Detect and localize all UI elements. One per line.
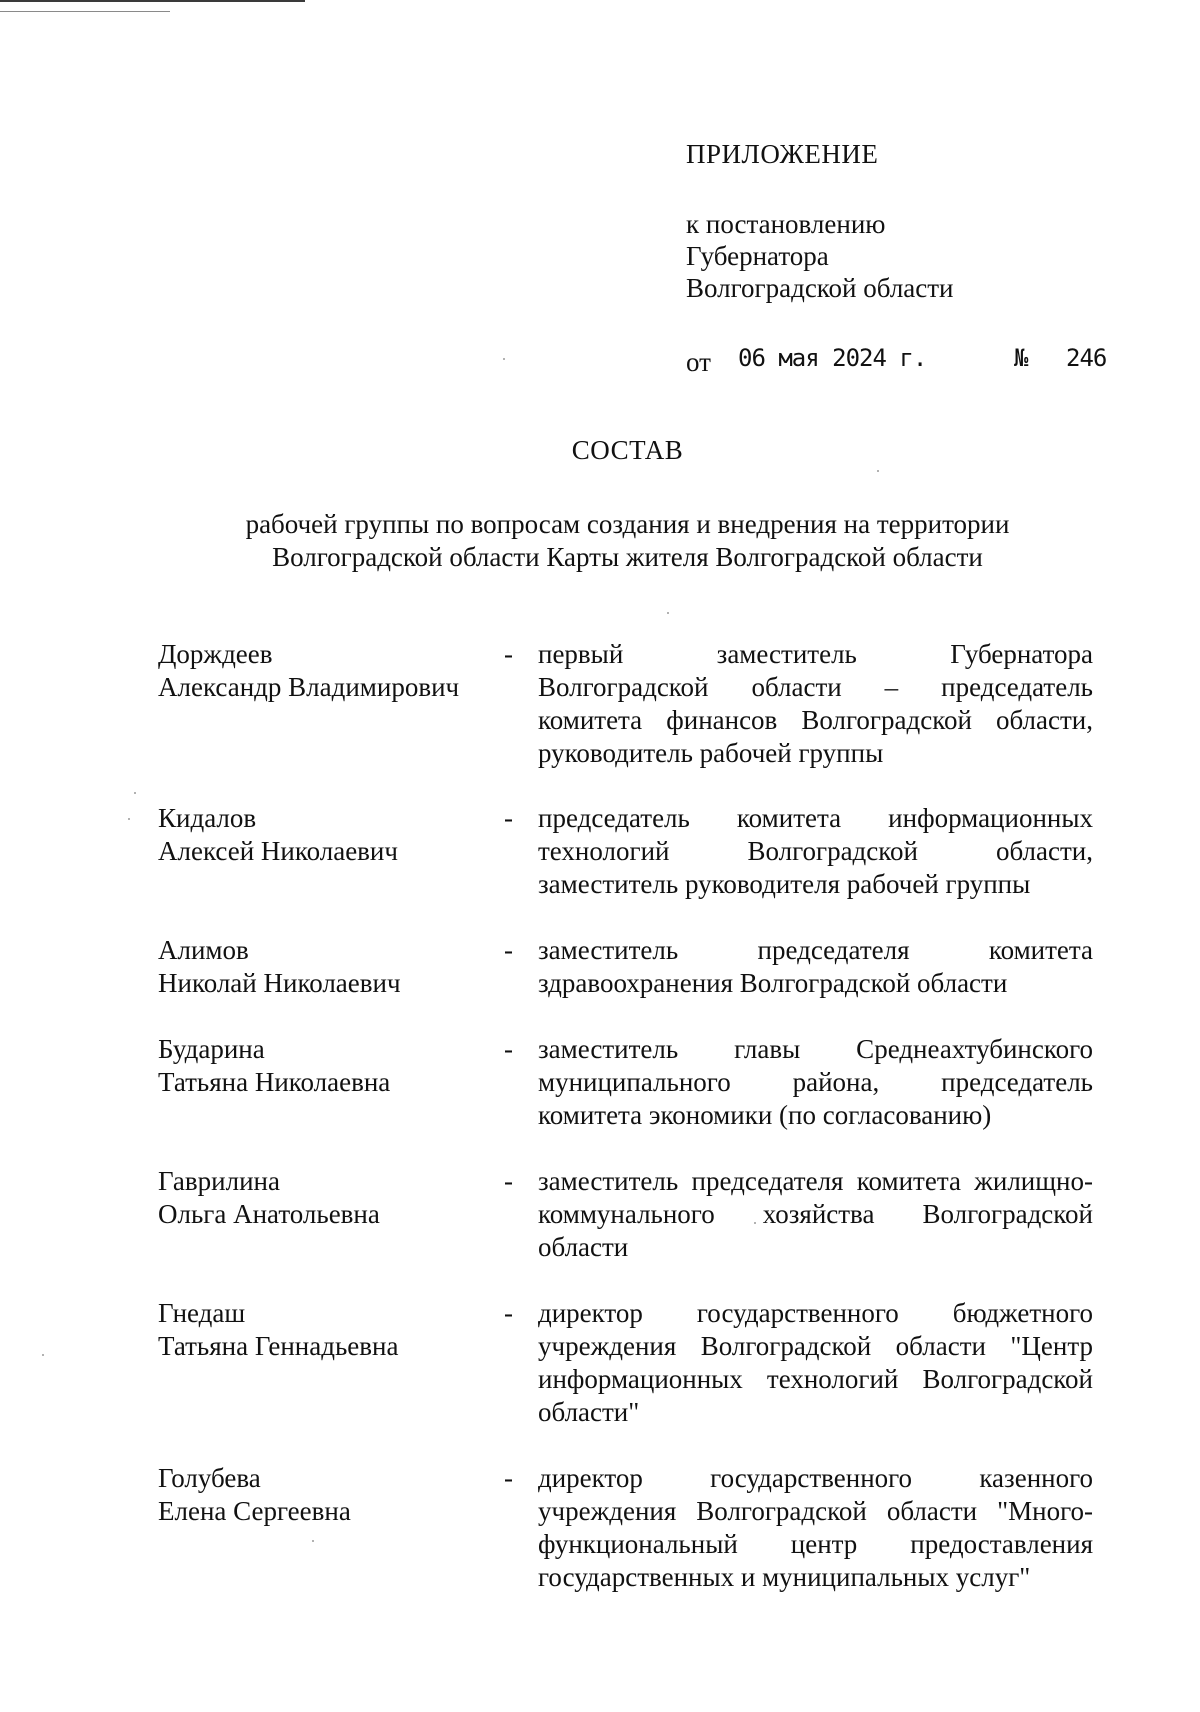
annex-line: к постановлению — [686, 209, 886, 239]
member-name — [158, 1462, 498, 1528]
member-surname: Бударина — [158, 1034, 265, 1064]
subtitle-line: Волгоградской области Карты жителя Волгоградской области — [272, 542, 983, 572]
annex-reference — [686, 208, 1106, 304]
member-dash: - — [504, 935, 513, 965]
member-position: заместитель главы Среднеахтубинского муниципального района, председатель комитета экономики (по согласованию) — [538, 1034, 1093, 1130]
decree-date: 06 мая 2024 г. — [738, 344, 927, 372]
member-position: председатель комитета информационных технологий Волгоградской области, заместитель руководителя рабочей группы — [538, 803, 1093, 899]
member-surname: Дорждеев — [158, 639, 273, 669]
member-entry — [158, 638, 1093, 770]
member-position: заместитель председателя комитета здравоохранения Волгоградской области — [538, 935, 1093, 998]
member-dash: - — [504, 639, 513, 669]
member-dash: - — [504, 1034, 513, 1064]
member-surname: Голубева — [158, 1463, 261, 1493]
member-surname: Гаврилина — [158, 1166, 280, 1196]
decree-date-line — [686, 342, 1107, 377]
member-dash: - — [504, 1166, 513, 1196]
member-surname: Гнедаш — [158, 1298, 246, 1328]
number-sign: № — [1014, 344, 1029, 372]
member-given-name: Александр Владимирович — [158, 672, 460, 702]
member-given-name: Елена Сергеевна — [158, 1496, 351, 1526]
member-given-name: Алексей Николаевич — [158, 836, 398, 866]
scan-speck — [128, 818, 130, 820]
member-position: первый заместитель Губернатора Волгоградской области – председатель комитета финансов Волгоградской области, руководитель рабочей группы — [538, 639, 1093, 768]
member-given-name: Татьяна Николаевна — [158, 1067, 391, 1097]
document-title: СОСТАВ — [571, 435, 684, 465]
members-list — [158, 638, 1093, 1594]
annex-line: Губернатора — [686, 241, 829, 271]
document-subtitle — [0, 508, 1200, 574]
member-name — [158, 802, 498, 868]
scan-speck — [877, 470, 879, 472]
scan-edge-line — [0, 11, 170, 12]
member-position: заместитель председателя комитета жилищно-коммунального хозяйства Волгоградской области — [538, 1166, 1093, 1262]
member-entry — [158, 934, 1093, 1000]
member-given-name: Николай Николаевич — [158, 968, 401, 998]
member-given-name: Татьяна Геннадьевна — [158, 1331, 399, 1361]
decree-number: 246 — [1066, 344, 1107, 372]
member-entry — [158, 1033, 1093, 1132]
subtitle-line: рабочей группы по вопросам создания и внедрения на территории — [245, 509, 1010, 539]
scan-speck — [503, 358, 505, 360]
member-name — [158, 1165, 498, 1231]
member-dash: - — [504, 1463, 513, 1493]
member-name — [158, 934, 498, 1000]
scan-edge-line — [0, 0, 305, 2]
member-position: директор государственного казенного учреждения Волгоградской области "Много-функциональный центр предоставления государственных и муниципальных услуг" — [538, 1463, 1093, 1592]
annex-block — [686, 138, 1107, 377]
member-entry — [158, 802, 1093, 901]
member-surname: Алимов — [158, 935, 249, 965]
annex-title: ПРИЛОЖЕНИЕ — [686, 139, 879, 169]
member-dash: - — [504, 1298, 513, 1328]
scan-speck — [667, 612, 669, 614]
member-entry — [158, 1297, 1093, 1429]
annex-line: Волгоградской области — [686, 273, 954, 303]
member-given-name: Ольга Анатольевна — [158, 1199, 380, 1229]
member-name — [158, 638, 498, 704]
member-position: директор государственного бюджетного учреждения Волгоградской области "Центр информационных технологий Волгоградской области" — [538, 1298, 1093, 1427]
member-name — [158, 1033, 498, 1099]
member-entry — [158, 1165, 1093, 1264]
member-name — [158, 1297, 498, 1363]
date-prefix: от — [686, 347, 711, 377]
member-entry — [158, 1462, 1093, 1594]
member-dash: - — [504, 803, 513, 833]
member-surname: Кидалов — [158, 803, 257, 833]
scan-speck — [42, 1354, 44, 1356]
scan-speck — [134, 792, 136, 794]
